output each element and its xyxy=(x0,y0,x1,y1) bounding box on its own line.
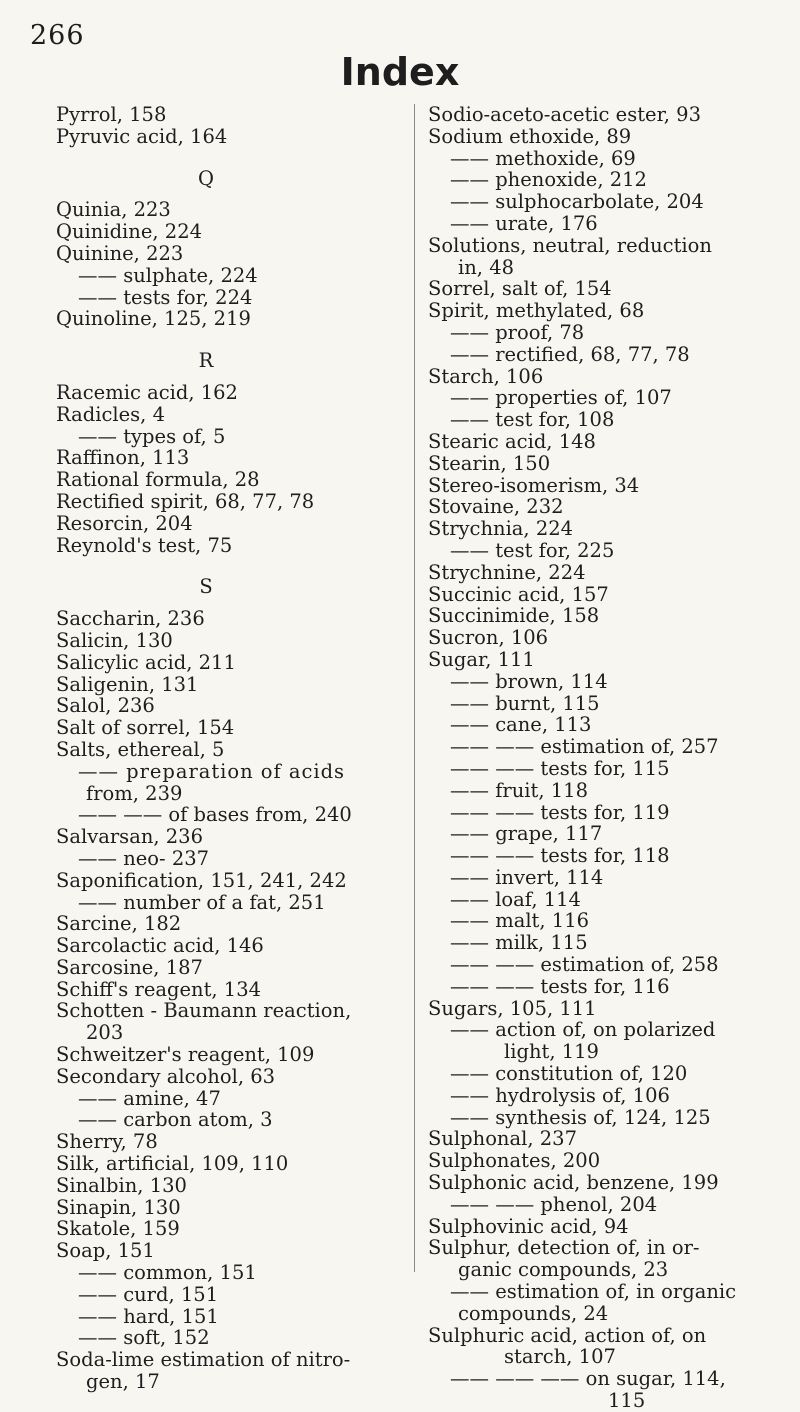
index-entry: Strychnia, 224 xyxy=(428,517,574,541)
index-continuation: from, 239 xyxy=(86,781,183,805)
index-subentry: —— hard, 151 xyxy=(78,1304,219,1328)
index-subentry: —— sulphocarbolate, 204 xyxy=(450,190,704,214)
index-column-right xyxy=(428,104,793,1412)
index-subentry: —— phenoxide, 212 xyxy=(450,168,647,192)
index-entry: Schiff's reagent, 134 xyxy=(56,977,262,1001)
index-subentry: —— rectified, 68, 77, 78 xyxy=(450,342,690,366)
index-entry: Sorrel, salt of, 154 xyxy=(428,277,612,301)
index-entry: Quinine, 223 xyxy=(56,241,184,265)
index-entry: Sulphonal, 237 xyxy=(428,1127,577,1151)
index-continuation: light, 119 xyxy=(504,1040,599,1064)
index-entry: Saccharin, 236 xyxy=(56,607,205,631)
index-column-left xyxy=(56,104,416,1393)
index-subentry: —— estimation of, in organic xyxy=(450,1280,737,1304)
index-entry: Salt of sorrel, 154 xyxy=(56,716,235,740)
index-continuation: 115 xyxy=(608,1389,646,1412)
index-continuation: ganic compounds, 23 xyxy=(458,1258,669,1282)
index-entry: Sarcolactic acid, 146 xyxy=(56,934,264,958)
index-subentry: —— —— tests for, 118 xyxy=(450,844,670,868)
index-subentry: —— tests for, 224 xyxy=(78,285,253,309)
index-subentry: —— invert, 114 xyxy=(450,865,604,889)
index-entry: Succinimide, 158 xyxy=(428,604,600,628)
index-subentry: —— test for, 225 xyxy=(450,538,615,562)
index-entry: Salts, ethereal, 5 xyxy=(56,737,225,761)
index-subentry: —— cane, 113 xyxy=(450,713,592,737)
index-subentry: —— types of, 5 xyxy=(78,424,226,448)
index-subentry: —— properties of, 107 xyxy=(450,386,672,410)
section-letter-s: S xyxy=(199,575,213,599)
index-subentry: —— proof, 78 xyxy=(450,320,585,344)
index-subentry: —— carbon atom, 3 xyxy=(78,1108,273,1132)
index-subentry: —— hydrolysis of, 106 xyxy=(450,1083,670,1107)
index-entry: Sulphuric acid, action of, on xyxy=(428,1323,707,1347)
index-entry: Sinalbin, 130 xyxy=(56,1173,187,1197)
index-subentry: —— —— phenol, 204 xyxy=(450,1192,658,1216)
index-subentry: —— curd, 151 xyxy=(78,1282,219,1306)
index-continuation: 203 xyxy=(86,1021,124,1045)
index-entry: Rectified spirit, 68, 77, 78 xyxy=(56,489,315,513)
index-entry: Salvarsan, 236 xyxy=(56,825,203,849)
section-letter-q: Q xyxy=(198,166,214,190)
index-continuation: compounds, 24 xyxy=(458,1301,609,1325)
index-entry: Sinapin, 130 xyxy=(56,1195,181,1219)
index-entry: Salol, 236 xyxy=(56,694,155,718)
index-entry: Pyrrol, 158 xyxy=(56,103,167,126)
index-entry: Sodio-aceto-acetic ester, 93 xyxy=(428,103,701,126)
index-continuation: starch, 107 xyxy=(504,1345,616,1369)
index-entry: Sulphovinic acid, 94 xyxy=(428,1214,629,1238)
index-entry: Soap, 151 xyxy=(56,1239,155,1263)
section-letter-r: R xyxy=(198,349,214,373)
index-entry: Strychnine, 224 xyxy=(428,560,586,584)
index-entry: Silk, artificial, 109, 110 xyxy=(56,1152,289,1176)
index-entry: Stearin, 150 xyxy=(428,451,551,475)
index-entry: Sugars, 105, 111 xyxy=(428,996,597,1020)
index-subentry: —— malt, 116 xyxy=(450,909,590,933)
index-entry: Salicin, 130 xyxy=(56,628,173,652)
index-entry: Stovaine, 232 xyxy=(428,495,564,519)
index-entry: Schweitzer's reagent, 109 xyxy=(56,1043,315,1067)
index-entry: Spirit, methylated, 68 xyxy=(428,299,645,323)
index-entry: Sugar, 111 xyxy=(428,647,535,671)
index-entry: Rational formula, 28 xyxy=(56,468,260,492)
index-entry: Raffinon, 113 xyxy=(56,446,190,470)
index-entry: Succinic acid, 157 xyxy=(428,582,609,606)
index-entry: Quinidine, 224 xyxy=(56,220,203,244)
index-entry: Secondary alcohol, 63 xyxy=(56,1064,276,1088)
index-entry: Sarcine, 182 xyxy=(56,912,182,936)
index-subentry: —— amine, 47 xyxy=(78,1086,221,1110)
index-entry: Stereo-isomerism, 34 xyxy=(428,473,640,497)
index-entry: Sodium ethoxide, 89 xyxy=(428,124,632,148)
index-entry: Saponification, 151, 241, 242 xyxy=(56,868,347,892)
index-subentry: —— —— tests for, 119 xyxy=(450,800,670,824)
index-subentry: —— milk, 115 xyxy=(450,931,588,955)
index-subentry: —— burnt, 115 xyxy=(450,691,600,715)
index-continuation: in, 48 xyxy=(458,255,515,279)
index-entry: Solutions, neutral, reduction xyxy=(428,233,712,257)
page-title: Index xyxy=(340,50,460,94)
index-entry: Racemic acid, 162 xyxy=(56,380,238,404)
index-entry: Sarcosine, 187 xyxy=(56,955,203,979)
index-subentry: —— —— —— on sugar, 114, xyxy=(450,1367,726,1391)
index-entry: Starch, 106 xyxy=(428,364,544,388)
index-entry: Stearic acid, 148 xyxy=(428,429,596,453)
index-continuation: gen, 17 xyxy=(86,1370,160,1394)
index-entry: Schotten - Baumann reaction, xyxy=(56,999,352,1023)
index-subentry: —— neo- 237 xyxy=(78,846,210,870)
index-subentry: —— test for, 108 xyxy=(450,408,615,432)
index-subentry: —— methoxide, 69 xyxy=(450,146,636,170)
index-subentry: —— —— estimation of, 257 xyxy=(450,735,719,759)
index-subentry: —— soft, 152 xyxy=(78,1326,210,1350)
page-number: 266 xyxy=(30,20,85,51)
index-subentry: —— sulphate, 224 xyxy=(78,263,258,287)
index-entry: Quinoline, 125, 219 xyxy=(56,307,251,331)
index-entry: Soda-lime estimation of nitro- xyxy=(56,1348,351,1372)
index-subentry: —— constitution of, 120 xyxy=(450,1062,688,1086)
index-subentry: —— grape, 117 xyxy=(450,822,603,846)
index-subentry: —— —— estimation of, 258 xyxy=(450,953,719,977)
index-entry: Radicles, 4 xyxy=(56,402,165,426)
index-entry: Resorcin, 204 xyxy=(56,511,193,535)
index-entry: Quinia, 223 xyxy=(56,198,171,222)
index-entry: Sulphonates, 200 xyxy=(428,1149,601,1173)
index-entry: Sulphonic acid, benzene, 199 xyxy=(428,1171,719,1195)
index-entry: Reynold's test, 75 xyxy=(56,533,233,557)
index-subentry: —— urate, 176 xyxy=(450,211,598,235)
index-entry: Pyruvic acid, 164 xyxy=(56,124,228,148)
index-subentry: —— brown, 114 xyxy=(450,669,608,693)
index-entry: Skatole, 159 xyxy=(56,1217,180,1241)
index-subentry: —— common, 151 xyxy=(78,1261,257,1285)
index-entry: Salicylic acid, 211 xyxy=(56,650,236,674)
index-subentry: —— preparation of acids xyxy=(78,759,346,783)
index-subentry: —— —— tests for, 115 xyxy=(450,756,670,780)
index-subentry: —— —— of bases from, 240 xyxy=(78,803,352,827)
index-subentry: —— —— tests for, 116 xyxy=(450,974,670,998)
index-entry: Saligenin, 131 xyxy=(56,672,199,696)
index-entry: Sucron, 106 xyxy=(428,626,549,650)
index-subentry: —— synthesis of, 124, 125 xyxy=(450,1105,711,1129)
index-subentry: —— fruit, 118 xyxy=(450,778,588,802)
index-subentry: —— action of, on polarized xyxy=(450,1018,716,1042)
index-entry: Sulphur, detection of, in or- xyxy=(428,1236,700,1260)
index-subentry: —— number of a fat, 251 xyxy=(78,890,326,914)
index-subentry: —— loaf, 114 xyxy=(450,887,581,911)
index-entry: Sherry, 78 xyxy=(56,1130,158,1154)
